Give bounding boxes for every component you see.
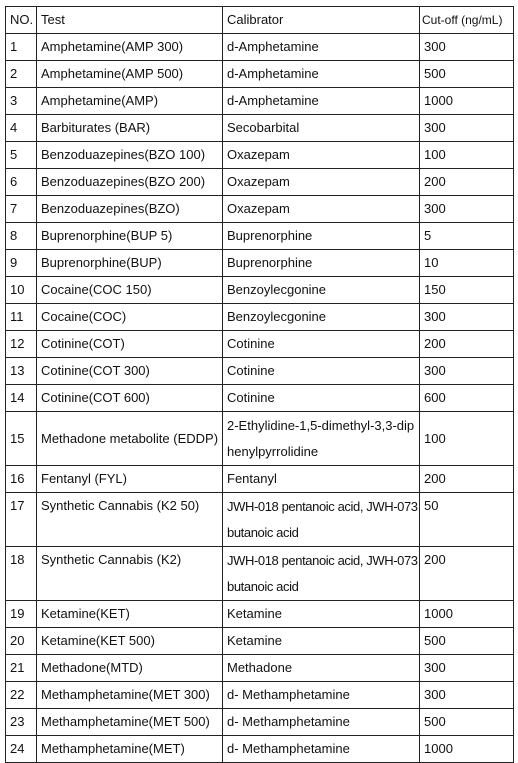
row-cutoff: 200 [420, 331, 514, 358]
row-test: Methamphetamine(MET) [37, 736, 223, 763]
row-test: Buprenorphine(BUP 5) [37, 223, 223, 250]
table-row [6, 736, 514, 763]
table-row [6, 196, 514, 223]
row-no: 23 [6, 709, 37, 736]
row-calibrator: d-Amphetamine [223, 34, 420, 61]
row-cutoff: 500 [420, 709, 514, 736]
row-test: Synthetic Cannabis (K2) [37, 547, 223, 601]
table-row [6, 466, 514, 493]
row-cutoff: 500 [420, 628, 514, 655]
row-cutoff: 300 [420, 34, 514, 61]
row-test: Methamphetamine(MET 300) [37, 682, 223, 709]
row-no: 5 [6, 142, 37, 169]
row-calibrator: Buprenorphine [223, 250, 420, 277]
table-row [6, 277, 514, 304]
row-calibrator: d-Amphetamine [223, 61, 420, 88]
row-no: 14 [6, 385, 37, 412]
row-calibrator: Secobarbital [223, 115, 420, 142]
row-test: Benzoduazepines(BZO 200) [37, 169, 223, 196]
row-no: 10 [6, 277, 37, 304]
row-cutoff: 200 [420, 466, 514, 493]
row-no: 17 [6, 493, 37, 547]
row-test: Cotinine(COT 300) [37, 358, 223, 385]
row-no: 24 [6, 736, 37, 763]
row-cutoff: 300 [420, 655, 514, 682]
row-cutoff: 150 [420, 277, 514, 304]
table-row [6, 493, 514, 547]
table-row [6, 250, 514, 277]
row-cutoff: 300 [420, 358, 514, 385]
row-cutoff: 5 [420, 223, 514, 250]
row-calibrator: Cotinine [223, 331, 420, 358]
table-row [6, 547, 514, 601]
row-no: 21 [6, 655, 37, 682]
row-test: Buprenorphine(BUP) [37, 250, 223, 277]
row-no: 22 [6, 682, 37, 709]
row-cutoff: 200 [420, 169, 514, 196]
row-test: Fentanyl (FYL) [37, 466, 223, 493]
row-calibrator: Buprenorphine [223, 223, 420, 250]
row-calibrator: 2-Ethylidine-1,5-dimethyl-3,3-diphenylpyrrolidine [223, 412, 420, 466]
table-row [6, 34, 514, 61]
table-row [6, 682, 514, 709]
row-no: 18 [6, 547, 37, 601]
table-row [6, 115, 514, 142]
table-row [6, 601, 514, 628]
row-no: 16 [6, 466, 37, 493]
row-cutoff: 1000 [420, 601, 514, 628]
row-calibrator: Benzoylecgonine [223, 304, 420, 331]
row-calibrator: Oxazepam [223, 169, 420, 196]
row-test: Cotinine(COT) [37, 331, 223, 358]
header-cutoff: Cut-off (ng/mL) [420, 7, 514, 34]
row-no: 11 [6, 304, 37, 331]
row-calibrator [223, 493, 420, 547]
table-row [6, 655, 514, 682]
row-test: Methadone(MTD) [37, 655, 223, 682]
cutoff-table [5, 6, 514, 763]
row-test: Cocaine(COC 150) [37, 277, 223, 304]
row-no: 7 [6, 196, 37, 223]
row-no: 13 [6, 358, 37, 385]
row-test: Cocaine(COC) [37, 304, 223, 331]
row-test: Ketamine(KET) [37, 601, 223, 628]
row-cutoff: 600 [420, 385, 514, 412]
header-row [6, 7, 514, 34]
row-calibrator: Cotinine [223, 385, 420, 412]
row-cutoff: 10 [420, 250, 514, 277]
row-cutoff: 500 [420, 61, 514, 88]
row-no: 6 [6, 169, 37, 196]
row-cutoff: 100 [420, 142, 514, 169]
row-test: Barbiturates (BAR) [37, 115, 223, 142]
row-test: Cotinine(COT 600) [37, 385, 223, 412]
row-calibrator: d- Methamphetamine [223, 709, 420, 736]
row-cutoff: 1000 [420, 88, 514, 115]
table-row [6, 169, 514, 196]
row-test: Benzoduazepines(BZO 100) [37, 142, 223, 169]
row-calibrator [223, 547, 420, 601]
table-row [6, 412, 514, 466]
table-row [6, 331, 514, 358]
header-no: NO. [6, 7, 37, 34]
row-no: 8 [6, 223, 37, 250]
row-calibrator: Ketamine [223, 601, 420, 628]
table-row [6, 223, 514, 250]
table-row [6, 88, 514, 115]
row-calibrator: Methadone [223, 655, 420, 682]
row-calibrator-text: JWH-018 pentanoic acid, JWH-073 butanoic acid [227, 499, 418, 540]
row-cutoff: 300 [420, 682, 514, 709]
row-test: Methamphetamine(MET 500) [37, 709, 223, 736]
row-no: 1 [6, 34, 37, 61]
row-test: Methadone metabolite (EDDP) [37, 412, 223, 466]
row-calibrator: Oxazepam [223, 196, 420, 223]
row-cutoff: 1000 [420, 736, 514, 763]
table-row [6, 628, 514, 655]
row-calibrator-text: JWH-018 pentanoic acid, JWH-073 butanoic acid [227, 553, 418, 594]
table-row [6, 61, 514, 88]
row-cutoff: 100 [420, 412, 514, 466]
row-calibrator: d- Methamphetamine [223, 682, 420, 709]
row-test: Amphetamine(AMP 500) [37, 61, 223, 88]
header-calibrator: Calibrator [223, 7, 420, 34]
row-test: Benzoduazepines(BZO) [37, 196, 223, 223]
row-no: 19 [6, 601, 37, 628]
table-row [6, 304, 514, 331]
row-no: 9 [6, 250, 37, 277]
header-test: Test [37, 7, 223, 34]
row-no: 20 [6, 628, 37, 655]
row-test: Amphetamine(AMP 300) [37, 34, 223, 61]
row-test: Synthetic Cannabis (K2 50) [37, 493, 223, 547]
row-cutoff: 50 [420, 493, 514, 547]
table-row [6, 142, 514, 169]
row-calibrator: Fentanyl [223, 466, 420, 493]
row-no: 15 [6, 412, 37, 466]
row-no: 2 [6, 61, 37, 88]
row-calibrator: d-Amphetamine [223, 88, 420, 115]
table-row [6, 358, 514, 385]
table-row [6, 385, 514, 412]
row-no: 3 [6, 88, 37, 115]
row-cutoff: 300 [420, 115, 514, 142]
row-cutoff: 300 [420, 196, 514, 223]
row-test: Amphetamine(AMP) [37, 88, 223, 115]
row-cutoff: 200 [420, 547, 514, 601]
table-row [6, 709, 514, 736]
row-calibrator: Ketamine [223, 628, 420, 655]
row-calibrator: Oxazepam [223, 142, 420, 169]
row-calibrator: d- Methamphetamine [223, 736, 420, 763]
row-test: Ketamine(KET 500) [37, 628, 223, 655]
row-cutoff: 300 [420, 304, 514, 331]
row-no: 4 [6, 115, 37, 142]
row-calibrator: Cotinine [223, 358, 420, 385]
row-no: 12 [6, 331, 37, 358]
row-calibrator: Benzoylecgonine [223, 277, 420, 304]
